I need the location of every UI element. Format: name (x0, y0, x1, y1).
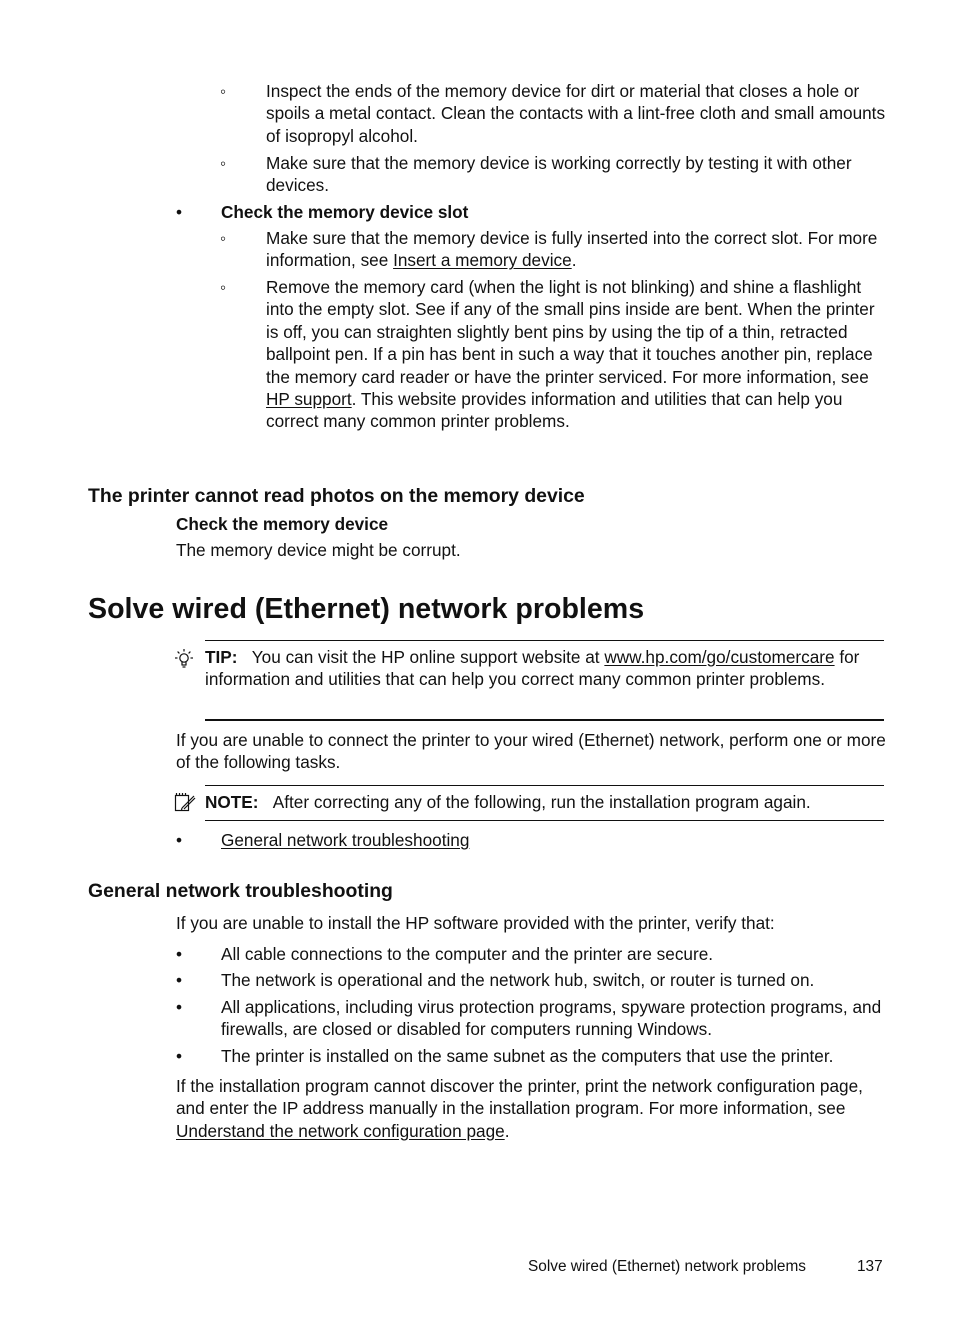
hp-support-link[interactable]: HP support (266, 389, 352, 410)
sub-bullet: ◦ (220, 81, 227, 101)
bullet: • (176, 202, 183, 222)
note-label: NOTE: (205, 792, 259, 812)
section-title: Solve wired (Ethernet) network problems (88, 593, 645, 625)
list-item: Remove the memory card (when the light is not blinking) and shine a flashlight into the empty slot. See if any of the small pins inside are bent. When the printer is off, you can straighten slightly bent pins by using the tip of a thin, retracted ballpoint pen. If a pin has bent in such a way that it touches another pin, replace the memory card reader or have the printer serviced. For more information, see HP support. This website provides information and utilities that can help you correct many common printer problems. (266, 277, 875, 432)
photos-subheading: Check the memory device (176, 514, 389, 534)
tip-label: TIP: (205, 647, 238, 667)
tip-top-rule (205, 640, 884, 641)
page-number: 137 (857, 1258, 883, 1275)
general-intro: If you are unable to install the HP software provided with the printer, verify that: (176, 913, 775, 933)
general-closing: If the installation program cannot discover the printer, print the network configuration page, and enter the IP address manually in the installation program. For more information, see Understand the network configuration page. (176, 1076, 863, 1141)
sub-bullet: ◦ (220, 277, 227, 297)
list-item: Make sure that the memory device is fully inserted into the correct slot. For more information, see Insert a memory device. (266, 228, 878, 271)
list-item: The network is operational and the network hub, switch, or router is turned on. (221, 970, 815, 990)
ethernet-intro: If you are unable to connect the printer to your wired (Ethernet) network, perform one or more of the following tasks. (176, 730, 886, 773)
note-text: NOTE: After correcting any of the following, run the installation program again. (205, 792, 811, 812)
bullet: • (176, 1046, 183, 1066)
list-item: The printer is installed on the same subnet as the computers that use the printer. (221, 1046, 834, 1066)
photos-text: The memory device might be corrupt. (176, 540, 461, 560)
list-item: Make sure that the memory device is working correctly by testing it with other devices. (266, 153, 852, 196)
note-bottom-rule (205, 820, 884, 821)
list-item: Inspect the ends of the memory device for dirt or material that closes a hole or spoils a metal contact. Clean the contacts with a lint-free cloth and small amounts of isopropyl alcohol. (266, 81, 886, 146)
list-item: All cable connections to the computer and the printer are secure. (221, 944, 714, 964)
bullet: • (176, 997, 183, 1017)
network-config-page-link[interactable]: Understand the network configuration page (176, 1120, 505, 1141)
slot-heading: Check the memory device slot (221, 202, 469, 222)
tip-text: TIP: You can visit the HP online support website at www.hp.com/go/customercare for information and utilities that can help you correct many common printer problems. (205, 647, 860, 690)
sub-bullet: ◦ (220, 153, 227, 173)
customercare-link[interactable]: www.hp.com/go/customercare (604, 647, 835, 667)
note-pencil-icon (174, 792, 196, 812)
insert-memory-device-link[interactable]: Insert a memory device (393, 250, 572, 271)
photos-heading: The printer cannot read photos on the memory device (88, 485, 585, 507)
note-top-rule (205, 785, 884, 786)
footer-section-title: Solve wired (Ethernet) network problems (528, 1258, 807, 1275)
bullet: • (176, 970, 183, 990)
list-item: All applications, including virus protection programs, spyware protection programs, and firewalls, are closed or disabled for computers running Windows. (221, 997, 882, 1040)
general-network-troubleshooting-link[interactable]: General network troubleshooting (221, 830, 470, 850)
tip-bottom-rule (205, 719, 884, 721)
general-heading: General network troubleshooting (88, 880, 393, 902)
sub-bullet: ◦ (220, 228, 227, 248)
bullet: • (176, 944, 183, 964)
lightbulb-icon (174, 648, 194, 670)
bullet: • (176, 830, 183, 850)
